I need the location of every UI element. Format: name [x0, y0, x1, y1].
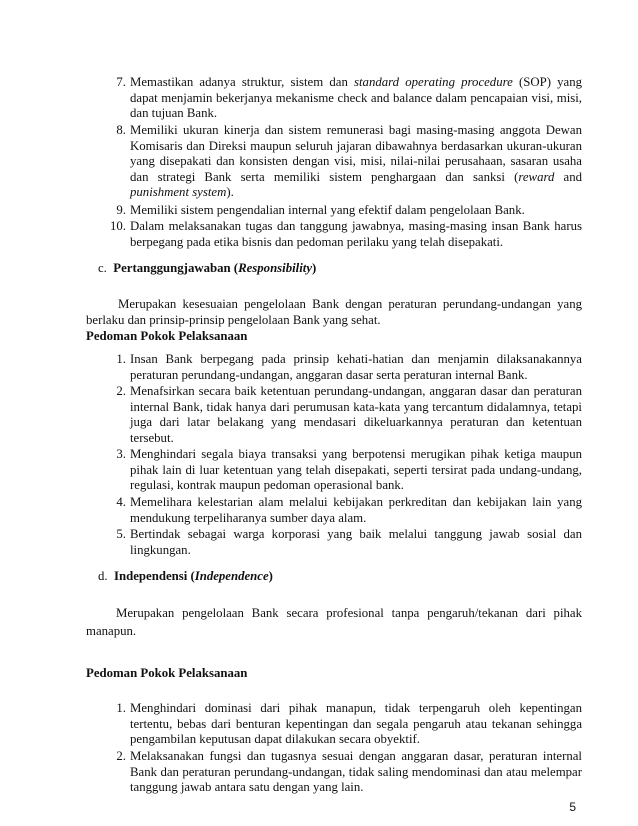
list-item [116, 749, 582, 796]
pedoman-heading: Pedoman Pokok Pelaksanaan [86, 666, 248, 680]
list-text: Menafsirkan secara baik ketentuan perundang-undangan, anggaran dasar dan peraturan internal Bank, tidak hanya dari perumusan kata-kata yang tercantum didalamnya, tetapi juga dari latar belakang yang mendasari dikeluarkannya peraturan dan ketentuan tersebut. [130, 384, 582, 445]
list-text: Menghindari dominasi dari pihak manapun, tidak terpengaruh oleh kepentingan tertentu, bebas dari benturan kepentingan dan segala pengaruh atau tekanan sehingga pengambilan keputusan dapat dilakukan secara obyektif. [130, 701, 582, 747]
paragraph-d: Merupakan pengelolaan Bank secara profesional tanpa pengaruh/tekanan dari pihak manapun. [86, 606, 582, 638]
list-item [116, 701, 582, 748]
list-item [116, 447, 582, 494]
paragraph-c: Merupakan kesesuaian pengelolaan Bank dengan peraturan perundang-undangan yang berlaku dan prinsip-prinsip pengelolaan Bank yang sehat. [86, 297, 582, 327]
page-number: 5 [569, 800, 576, 814]
section-heading-c: c. Pertanggungjawaban (Responsibility) [98, 261, 317, 275]
pedoman-heading: Pedoman Pokok Pelaksanaan [86, 329, 248, 343]
list-number: 3. [116, 447, 126, 461]
list-text: Memelihara kelestarian alam melalui kebijakan perkreditan dan kebijakan lain yang mendukung terpeliharanya sumber daya alam. [130, 495, 582, 525]
list-item [116, 352, 582, 383]
list-item [116, 75, 583, 122]
list-text: Bertindak sebagai warga korporasi yang baik melalui tanggung jawab sosial dan lingkungan. [130, 527, 582, 557]
list-text: Dalam melaksanakan tugas dan tanggung jawabnya, masing-masing insan Bank harus berpegang pada etika bisnis dan pedoman perilaku yang telah disepakati. [130, 219, 582, 249]
list-number: 7. [116, 75, 126, 89]
list-text: Melaksanakan fungsi dan tugasnya sesuai dengan anggaran dasar, peraturan internal Bank dan peraturan perundang-undangan, tidak saling mendominasi dan atau melempar tanggung jawab antara satu dengan yang lain. [130, 749, 582, 795]
list-number: 2. [116, 384, 126, 398]
list-item [116, 495, 582, 526]
list-item [116, 123, 582, 201]
list-text: Memastikan adanya struktur, sistem dan standard operating procedure (SOP) yang dapat menjamin bekerjanya mekanisme check and balance dalam pencapaian visi, misi, dan tujuan Bank. [130, 75, 583, 121]
list-number: 8. [116, 123, 126, 137]
list-item [116, 203, 582, 219]
section-heading-d: d. Independensi (Independence) [98, 569, 273, 583]
list-number: 2. [116, 749, 126, 763]
list-number: 10. [110, 219, 126, 233]
list-number: 5. [116, 527, 126, 541]
list-number: 9. [116, 203, 126, 217]
list-number: 1. [116, 352, 126, 366]
list-number: 1. [116, 701, 126, 715]
list-item [116, 527, 582, 558]
list-text: Insan Bank berpegang pada prinsip kehati-hatian dan menjamin dilaksanakannya peraturan perundang-undangan, anggaran dasar serta peraturan internal Bank. [130, 352, 582, 382]
list-item [116, 384, 582, 446]
list-text: Memiliki sistem pengendalian internal yang efektif dalam pengelolaan Bank. [130, 203, 525, 217]
list-item [110, 219, 582, 250]
list-text: Menghindari segala biaya transaksi yang berpotensi merugikan pihak ketiga maupun pihak lain di luar ketentuan yang telah disepakati, seperti tersirat pada undang-undang, regulasi, kontrak maupun pedoman operasional bank. [130, 447, 582, 493]
list-number: 4. [116, 495, 126, 509]
list-text: Memiliki ukuran kinerja dan sistem remunerasi bagi masing-masing anggota Dewan Komisaris dan Direksi maupun seluruh jajaran dibawahnya berdasarkan ukuran-ukuran yang disepakati dan konsisten dengan visi, misi, nilai-nilai perusahaan, sasaran usaha dan strategi Bank serta memiliki sistem penghargaan dan sanksi (reward and punishment system). [130, 123, 582, 200]
